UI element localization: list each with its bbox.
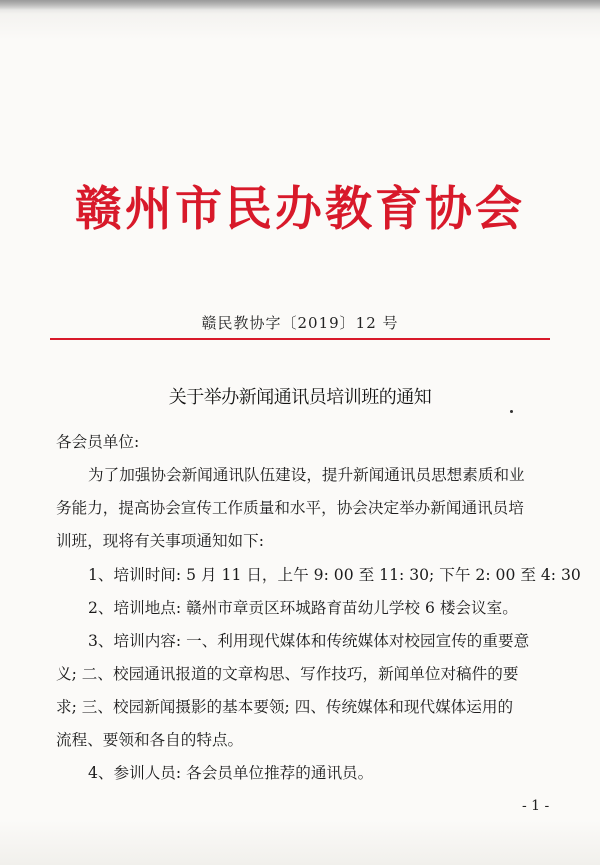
- item-training-content: 3、培训内容: 一、利用现代媒体和传统媒体对校园宣传的重要意: [88, 632, 530, 650]
- notice-title: 关于举办新闻通讯员培训班的通知: [168, 387, 432, 408]
- body-line-1: 为了加强协会新闻通讯队伍建设，提升新闻通讯员思想素质和业: [88, 466, 525, 484]
- document-number: 赣民教协字〔2019〕12 号: [201, 314, 399, 332]
- body-line-3: 训班，现将有关事项通知如下:: [56, 532, 264, 550]
- scan-shadow: [0, 0, 600, 10]
- organization-header: 赣州市民办教育协会: [75, 182, 525, 237]
- body-line-7: 义; 二、校园通讯报道的文章构思、写作技巧，新闻单位对稿件的要: [56, 665, 519, 683]
- item-training-time: 1、培训时间: 5 月 11 日，上午 9: 00 至 11: 30; 下午 2: 00 至 4: 30: [88, 566, 581, 584]
- red-divider-line: [50, 338, 550, 340]
- stray-mark: [510, 410, 513, 413]
- salutation: 各会员单位:: [56, 433, 140, 451]
- body-line-2: 务能力，提高协会宣传工作质量和水平，协会决定举办新闻通讯员培: [56, 499, 524, 517]
- body-line-9: 流程、要领和各自的特点。: [56, 731, 244, 749]
- page-number: - 1 -: [522, 798, 550, 814]
- body-line-8: 求; 三、校园新闻摄影的基本要领; 四、传统媒体和现代媒体运用的: [56, 698, 514, 716]
- item-participants: 4、参训人员: 各会员单位推荐的通讯员。: [88, 764, 374, 782]
- item-training-location: 2、培训地点: 赣州市章贡区环城路育苗幼儿学校 6 楼会议室。: [88, 599, 518, 617]
